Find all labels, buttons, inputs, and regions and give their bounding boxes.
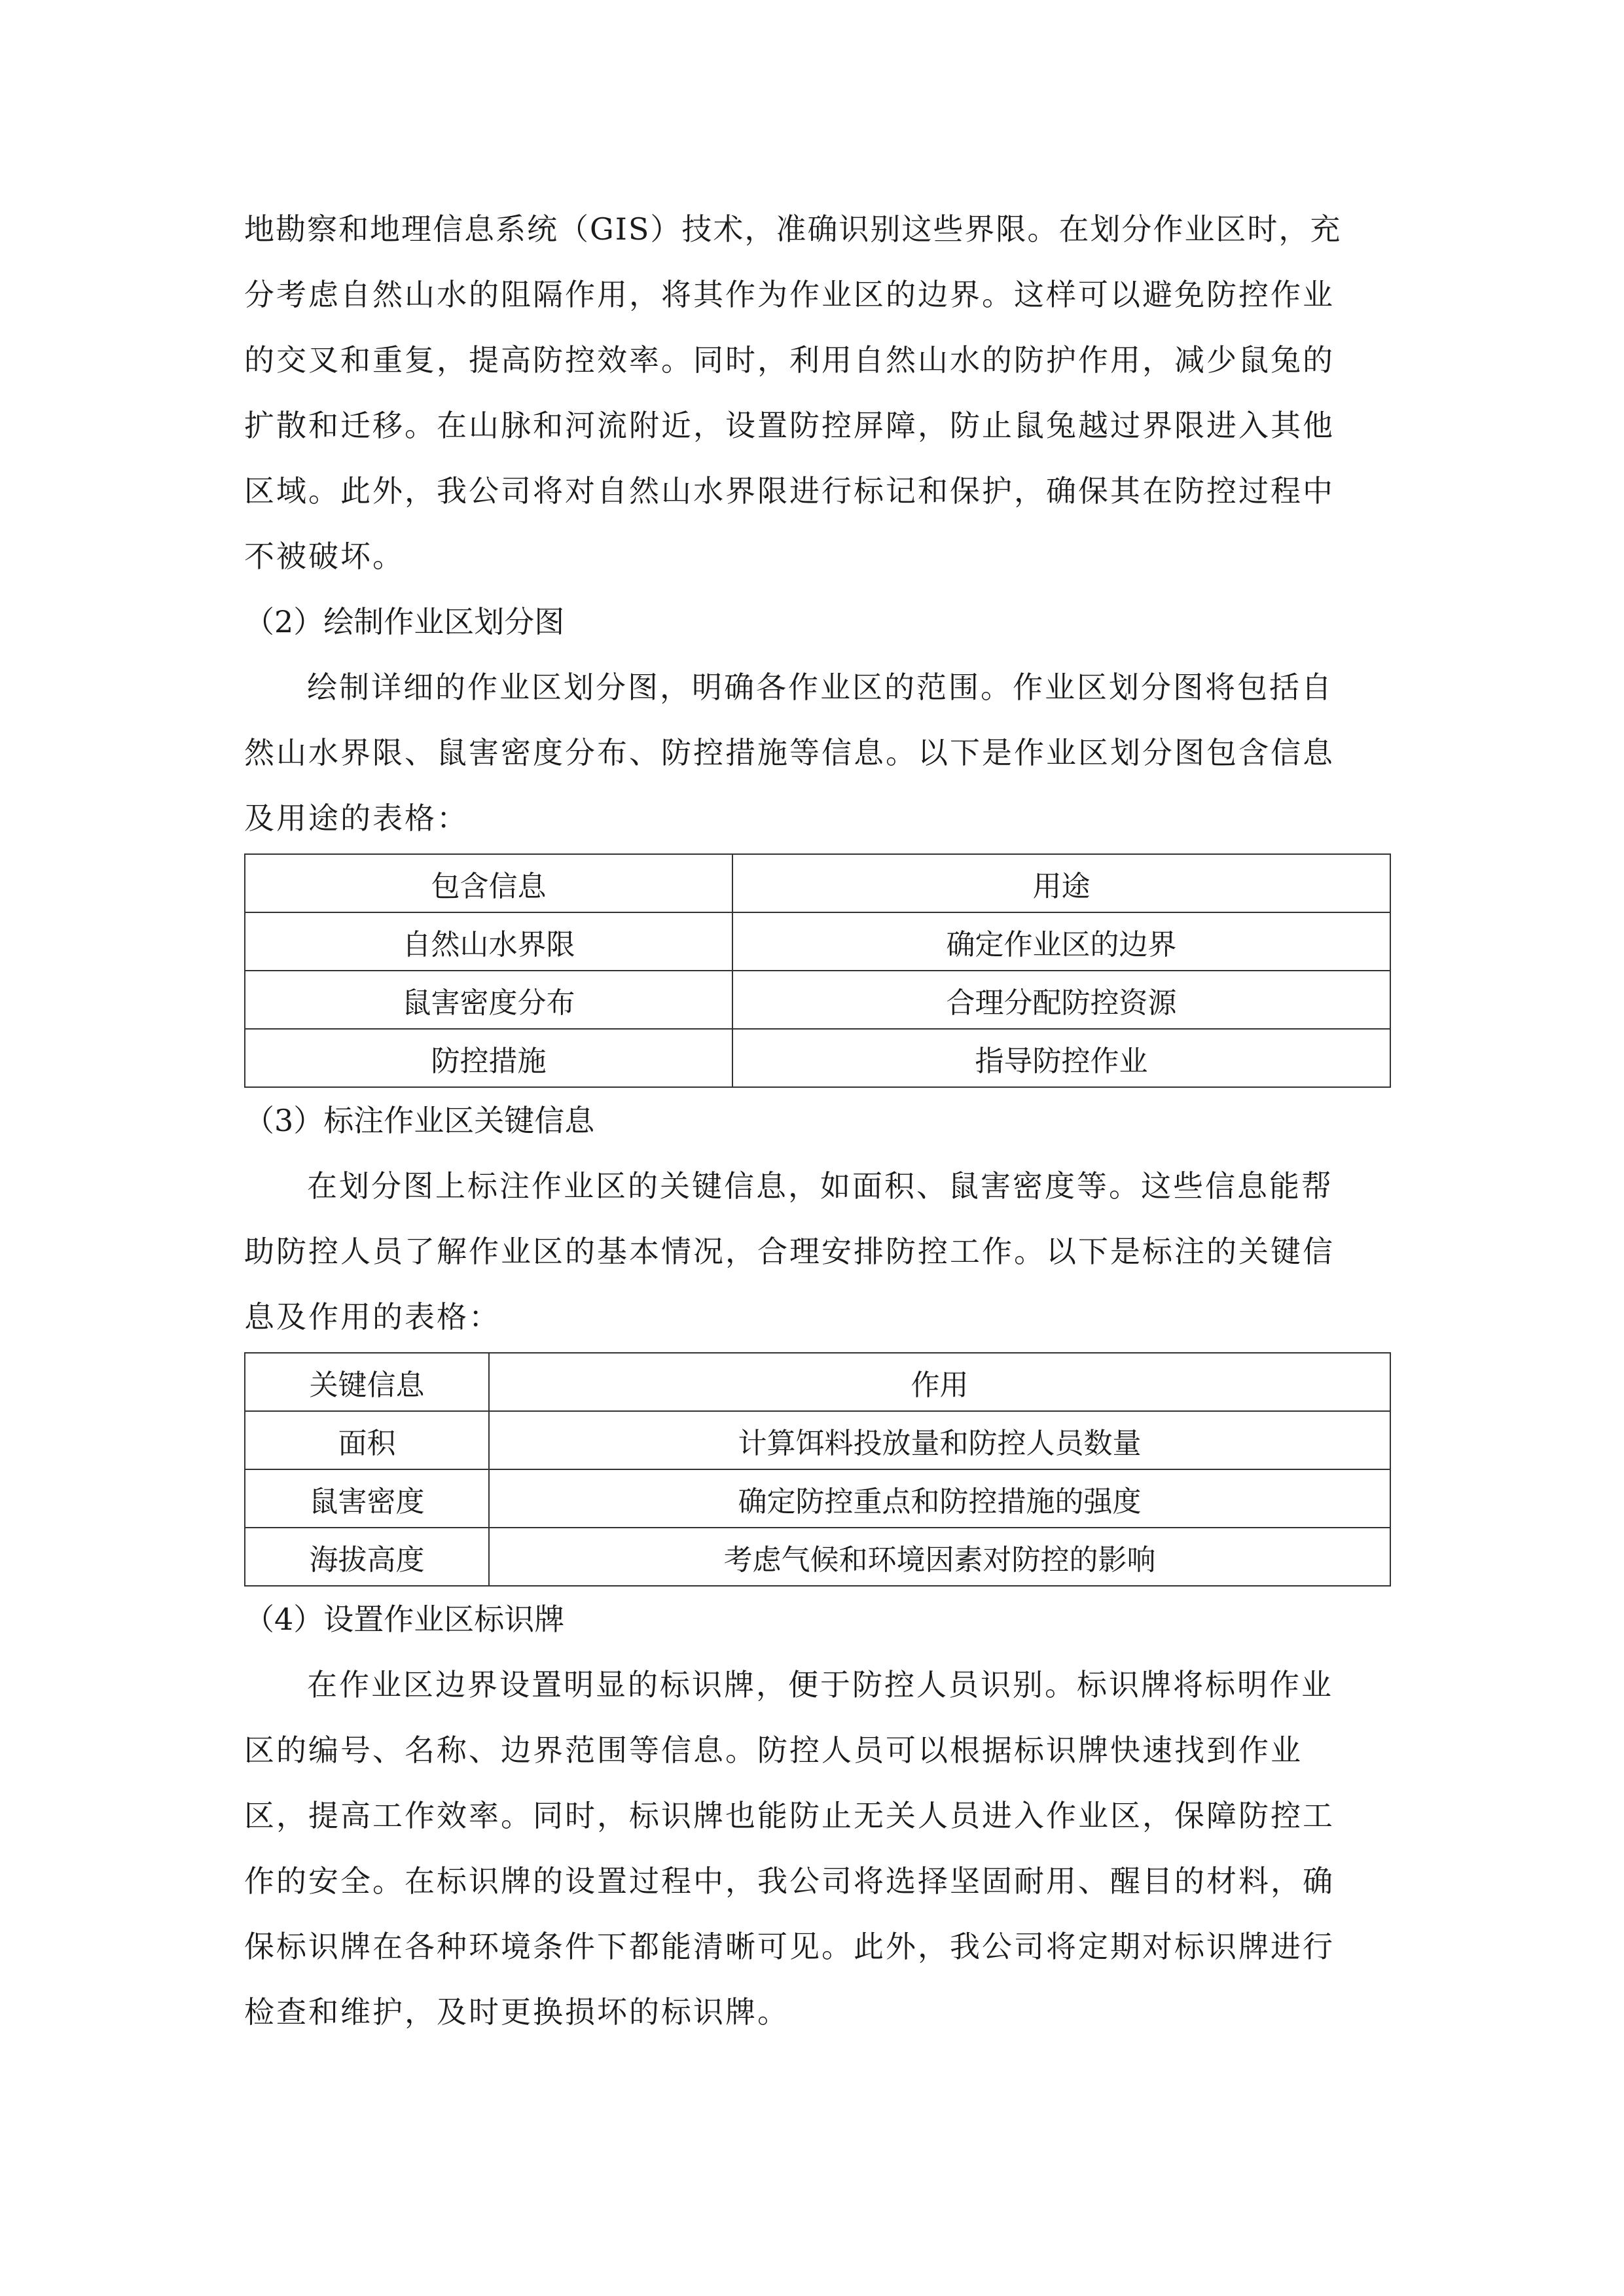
section-4-line: 保标识牌在各种环境条件下都能清晰可见。此外，我公司将定期对标识牌进行 <box>244 1929 1335 1964</box>
intro-line: 分考虑自然山水的阻隔作用，将其作为作业区的边界。这样可以避免防控作业 <box>244 277 1335 312</box>
document-page <box>244 196 1390 2045</box>
table-row <box>245 1528 1390 1586</box>
table-cell: 确定防控重点和防控措施的强度 <box>489 1469 1390 1528</box>
table-row <box>245 1469 1390 1528</box>
section-2-line: 及用途的表格： <box>244 800 469 836</box>
table-row <box>245 912 1390 971</box>
table-cell: 面积 <box>245 1411 489 1469</box>
table-row <box>245 1411 1390 1469</box>
section-4-line: 区的编号、名称、边界范围等信息。防控人员可以根据标识牌快速找到作业 <box>244 1732 1303 1768</box>
table-header-cell: 包含信息 <box>245 854 732 912</box>
table-header-row <box>245 854 1390 912</box>
table-cell: 确定作业区的边界 <box>732 912 1390 971</box>
section-3-line: 助防控人员了解作业区的基本情况，合理安排防控工作。以下是标注的关键信 <box>244 1234 1335 1269</box>
table-cell: 防控措施 <box>245 1029 732 1087</box>
table-cell: 自然山水界限 <box>245 912 732 971</box>
section-4-line: 作的安全。在标识牌的设置过程中，我公司将选择坚固耐用、醒目的材料，确 <box>244 1863 1335 1899</box>
intro-line: 不被破坏。 <box>244 539 405 574</box>
table-header-cell: 用途 <box>732 854 1390 912</box>
intro-paragraph <box>244 196 1390 589</box>
section-2-paragraph <box>244 655 1390 851</box>
table-header-cell: 关键信息 <box>245 1353 489 1411</box>
table-cell: 海拔高度 <box>245 1528 489 1586</box>
intro-line: 扩散和迁移。在山脉和河流附近，设置防控屏障，防止鼠兔越过界限进入其他 <box>244 408 1335 443</box>
section-2-heading: （2）绘制作业区划分图 <box>244 604 565 639</box>
table-cell: 计算饵料投放量和防控人员数量 <box>489 1411 1390 1469</box>
section-4-heading: （4）设置作业区标识牌 <box>244 1602 565 1637</box>
table-cell: 指导防控作业 <box>732 1029 1390 1087</box>
table-cell: 考虑气候和环境因素对防控的影响 <box>489 1528 1390 1586</box>
table-header-row <box>245 1353 1390 1411</box>
table-header-cell: 作用 <box>489 1353 1390 1411</box>
key-info-table-wrapper <box>244 1352 1390 1587</box>
section-3-line: 在划分图上标注作业区的关键信息，如面积、鼠害密度等。这些信息能帮 <box>307 1168 1333 1204</box>
table-row <box>245 1029 1390 1087</box>
section-4-line: 检查和维护，及时更换损坏的标识牌。 <box>244 1994 789 2030</box>
section-3-heading: （3）标注作业区关键信息 <box>244 1103 595 1138</box>
key-info-table <box>244 1352 1391 1587</box>
intro-line: 地勘察和地理信息系统（GIS）技术，准确识别这些界限。在划分作业区时，充 <box>244 211 1342 247</box>
table-cell: 合理分配防控资源 <box>732 971 1390 1029</box>
section-4-paragraph <box>244 1652 1390 2045</box>
section-2-line: 然山水界限、鼠害密度分布、防控措施等信息。以下是作业区划分图包含信息 <box>244 735 1335 770</box>
section-4-line: 区，提高工作效率。同时，标识牌也能防止无关人员进入作业区，保障防控工 <box>244 1798 1335 1833</box>
table-cell: 鼠害密度分布 <box>245 971 732 1029</box>
table-cell: 鼠害密度 <box>245 1469 489 1528</box>
section-4-line: 在作业区边界设置明显的标识牌，便于防控人员识别。标识牌将标明作业 <box>307 1667 1333 1702</box>
section-2-line: 绘制详细的作业区划分图，明确各作业区的范围。作业区划分图将包括自 <box>307 670 1333 705</box>
section-3-line: 息及作用的表格： <box>244 1299 501 1335</box>
intro-line: 区域。此外，我公司将对自然山水界限进行标记和保护，确保其在防控过程中 <box>244 473 1335 509</box>
table-row <box>245 971 1390 1029</box>
map-info-table <box>244 853 1391 1088</box>
section-3-paragraph <box>244 1153 1390 1350</box>
map-info-table-wrapper <box>244 853 1390 1088</box>
intro-line: 的交叉和重复，提高防控效率。同时，利用自然山水的防护作用，减少鼠兔的 <box>244 342 1335 378</box>
